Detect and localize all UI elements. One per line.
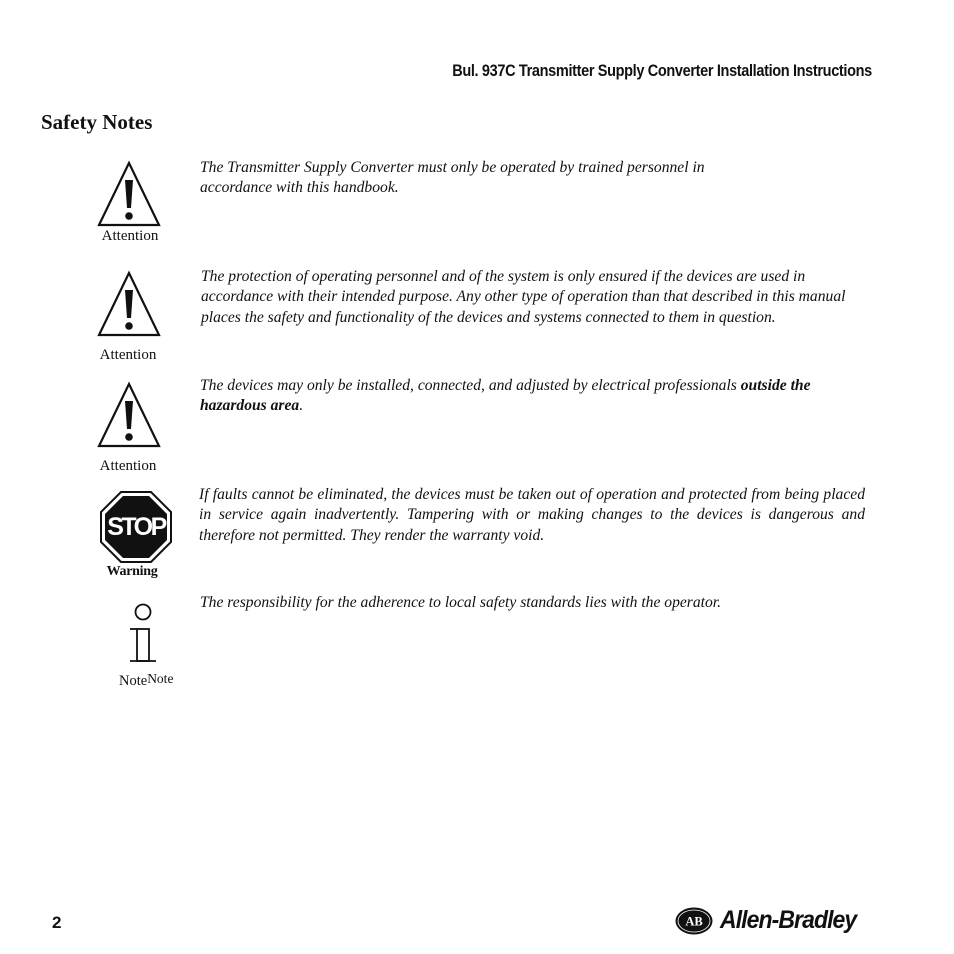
attention-label: Attention	[101, 228, 159, 244]
section-heading: Safety Notes	[41, 110, 153, 134]
attention-triangle-icon	[96, 381, 162, 449]
stop-sign-icon	[99, 490, 173, 564]
page-number: 2	[52, 913, 62, 932]
note-label-duplicate: Note	[147, 671, 174, 686]
brand-name: Allen-Bradley	[720, 906, 857, 934]
safety-note-text: The protection of operating personnel and of the system is only ensured if the devices are used in accordance with their intended purpose. Any other type of operation than that described in this manual places the safety and functionality of the devices and systems connected to them in question.	[201, 268, 846, 326]
document-header-title: Bul. 937C Transmitter Supply Converter Installation Instructions	[452, 62, 872, 80]
safety-note-text: If faults cannot be eliminated, the devices must be taken out of operation and protected from being placed in service again inadvertently. Tampering with or making changes to the devices is dangerous and therefore not permitted. They render the warranty void.	[199, 486, 865, 544]
warning-label: Warning	[106, 564, 158, 579]
attention-triangle-icon	[96, 270, 162, 338]
info-icon	[124, 602, 162, 666]
safety-note-text: The responsibility for the adherence to local safety standards lies with the operator.	[200, 594, 722, 611]
logo-text: AB	[685, 914, 703, 929]
attention-label: Attention	[99, 458, 157, 474]
safety-note-text: The Transmitter Supply Converter must only be operated by trained personnel in accordance with this handbook.	[200, 159, 705, 197]
safety-note-text: The devices may only be installed, connected, and adjusted by electrical professionals outside the hazardous area.	[200, 377, 811, 415]
note-label: NoteNote	[119, 671, 174, 689]
attention-triangle-icon	[96, 160, 162, 228]
allen-bradley-logo-icon	[674, 906, 714, 936]
stop-sign-text: STOP	[107, 513, 165, 541]
emphasis-text: outside the hazardous area	[200, 377, 811, 415]
attention-label: Attention	[99, 347, 157, 363]
